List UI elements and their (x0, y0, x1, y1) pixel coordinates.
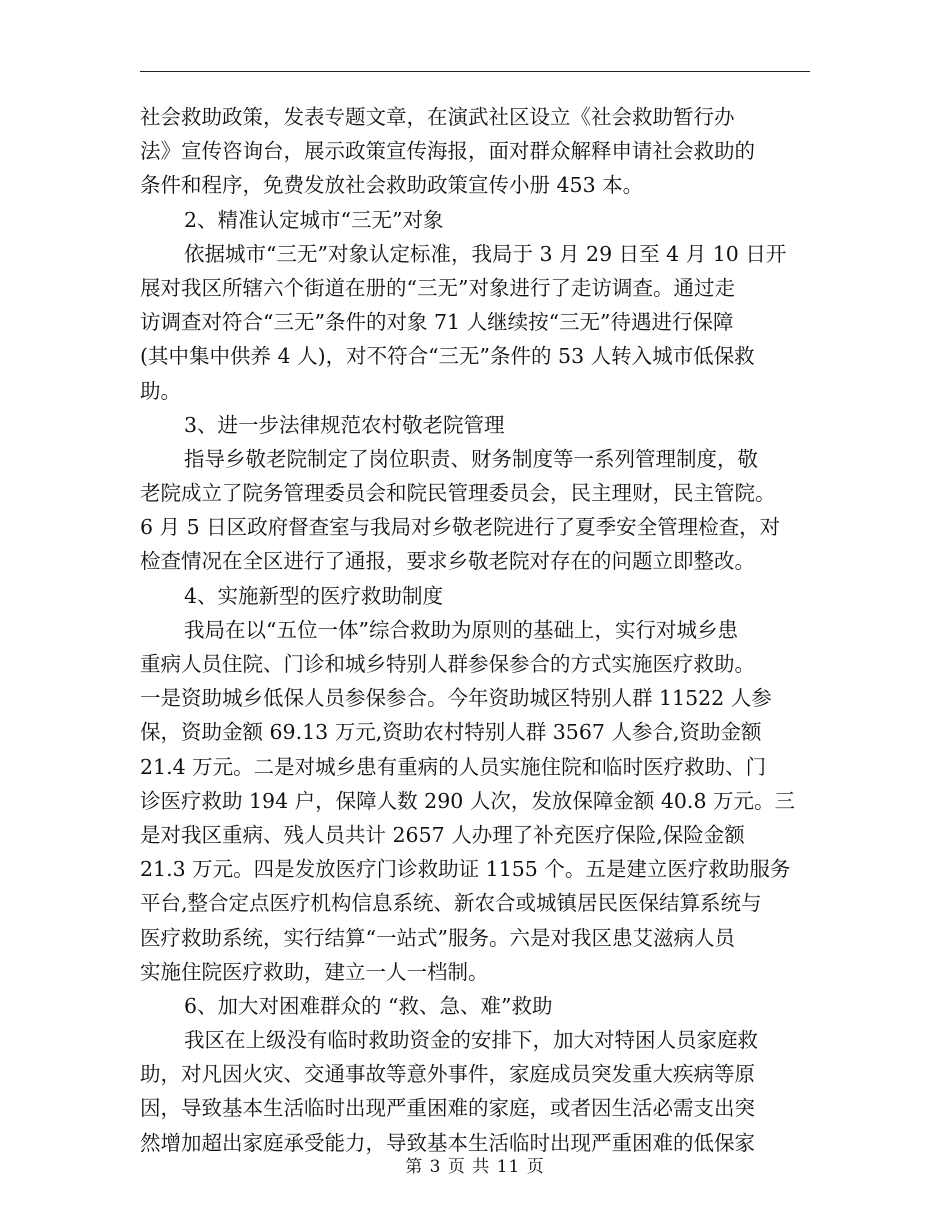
text-line: 依据城市“三无”对象认定标准，我局于 3 月 29 日至 4 月 10 日开 (184, 241, 787, 266)
text-line: 因，导致基本生活临时出现严重困难的家庭，或者因生活必需支出突 (140, 1096, 755, 1121)
text-line: 我区在上级没有临时救助资金的安排下，加大对特困人员家庭救 (184, 1028, 758, 1053)
text-line: 21.3 万元。四是发放医疗门诊救助证 1155 个。五是建立医疗救助服务 (140, 857, 791, 882)
page-footer: 第 3 页 共 11 页 (405, 1157, 545, 1177)
text-line: 助。 (140, 378, 181, 403)
header-rule (140, 71, 810, 72)
text-line: 法》宣传咨询台，展示政策宣传海报，面对群众解释申请社会救助的 (140, 139, 755, 164)
text-line: 平台,整合定点医疗机构信息系统、新农合或城镇居民医保结算系统与 (140, 891, 762, 916)
text-line: 然增加超出家庭承受能力，导致基本生活临时出现严重困难的低保家 (140, 1130, 755, 1155)
text-line: 2、精准认定城市“三无”对象 (184, 207, 444, 232)
text-line: 实施住院医疗救助，建立一人一档制。 (140, 959, 489, 984)
text-line: 我局在以“五位一体”综合救助为原则的基础上，实行对城乡患 (184, 617, 738, 642)
text-line: 老院成立了院务管理委员会和院民管理委员会，民主理财，民主管院。 (140, 481, 776, 506)
text-line: 6、加大对困难群众的 “救、急、难”救助 (184, 993, 553, 1018)
text-line: 社会救助政策，发表专题文章，在演武社区设立《社会救助暂行办 (140, 105, 735, 129)
text-line: 检查情况在全区进行了通报，要求乡敬老院对存在的问题立即整改。 (140, 549, 755, 574)
text-line: 一是资助城乡低保人员参保参合。今年资助城区特别人群 11522 人参 (140, 686, 772, 711)
text-line: 访调查对符合“三无”条件的对象 71 人继续按“三无”待遇进行保障 (140, 310, 734, 335)
text-line: 条件和程序，免费发放社会救助政策宣传小册 453 本。 (140, 173, 644, 198)
text-line: 展对我区所辖六个街道在册的“三无”对象进行了走访调查。通过走 (140, 275, 735, 300)
document-body (140, 100, 812, 1160)
text-line: 指导乡敬老院制定了岗位职责、财务制度等一系列管理制度，敬 (184, 446, 758, 471)
text-line: 6 月 5 日区政府督查室与我局对乡敬老院进行了夏季安全管理检查，对 (140, 515, 781, 540)
text-line: 诊医疗救助 194 户，保障人数 290 人次，发放保障金额 40.8 万元。三 (140, 788, 795, 813)
text-line: 是对我区重病、残人员共计 2657 人办理了补充医疗保险,保险金额 (140, 822, 745, 847)
text-line: 4、实施新型的医疗救助制度 (184, 583, 444, 608)
text-line: 保，资助金额 69.13 万元,资助农村特别人群 3567 人参合,资助金额 (140, 720, 762, 745)
text-line: 21.4 万元。二是对城乡患有重病的人员实施住院和临时医疗救助、门 (140, 754, 767, 779)
text-line: 重病人员住院、门诊和城乡特别人群参保参合的方式实施医疗救助。 (140, 652, 755, 676)
text-line: 医疗救助系统，实行结算“一站式”服务。六是对我区患艾滋病人员 (140, 925, 735, 950)
text-line: (其中集中供养 4 人)，对不符合“三无”条件的 53 人转入城市低保救 (140, 344, 755, 369)
text-line: 3、进一步法律规范农村敬老院管理 (184, 412, 505, 437)
text-line: 助，对凡因火灾、交通事故等意外事件，家庭成员突发重大疾病等原 (140, 1062, 755, 1087)
